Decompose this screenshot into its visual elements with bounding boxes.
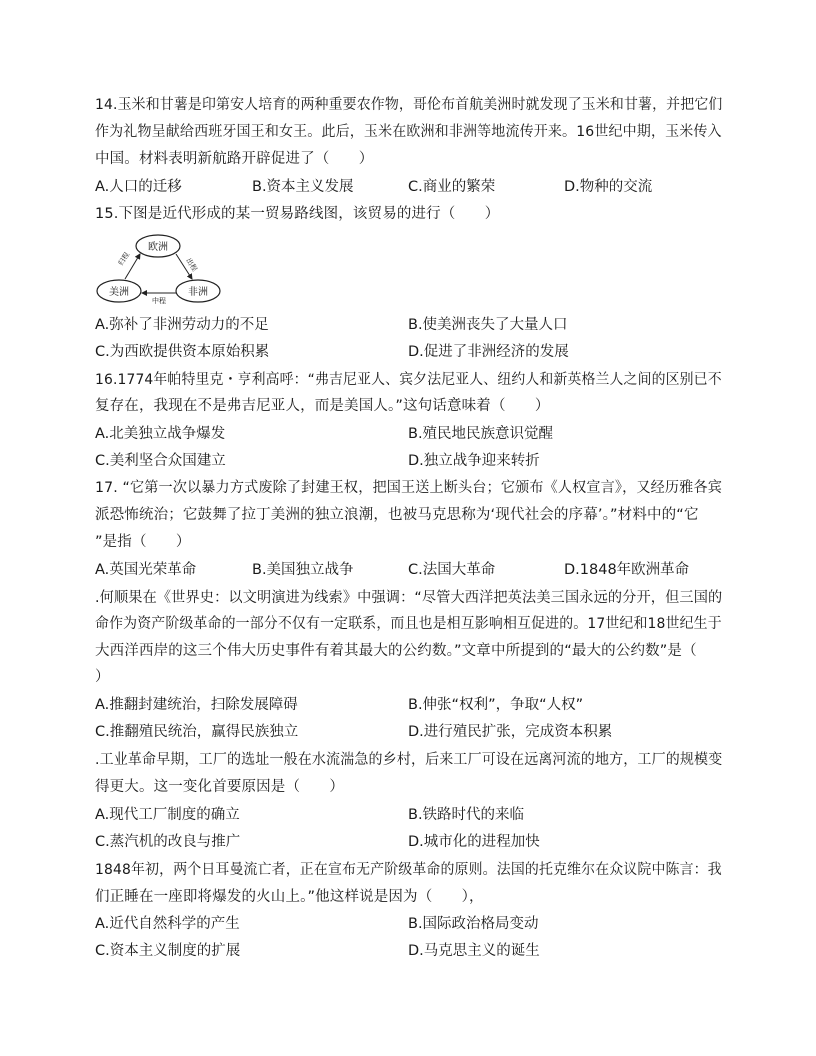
question-14-line-2: 作为礼物呈献给西班牙国王和女王。此后，玉米在欧洲和非洲等地流传开来。16世纪中期，玉米传入 [95,124,722,140]
question-17-line-3: ”是指（ ） [95,534,191,550]
question-18-line-2: 命作为资产阶级革命的一部分不仅有一定联系，而且也是相互影响相互促进的。17世纪和18世纪生于 [95,616,722,632]
q16-option-a: A.北美独立战争爆发 [95,426,226,442]
edge-return-label: 归程 [116,250,132,268]
q19-option-d: D.城市化的进程加快 [408,834,540,850]
q19-option-c: C.蒸汽机的改良与推广 [95,834,241,850]
edge-middle-label: 中程 [152,297,166,305]
q17-option-c: C.法国大革命 [408,562,496,578]
edge-outbound-label: 出程 [184,256,199,273]
q19-option-a: A.现代工厂制度的确立 [95,807,240,823]
q14-option-d: D.物种的交流 [564,179,653,195]
q16-option-b: B.殖民地民族意识觉醒 [408,426,554,442]
q18-option-c: C.推翻殖民统治，赢得民族独立 [95,724,299,740]
question-18-line-4: ） [95,669,110,685]
question-20-line-2: 们正睡在一座即将爆发的火山上。”他这样说是因为（ ）， [95,889,484,905]
question-17-line-2: 派恐怖统治；它鼓舞了拉丁美洲的独立浪潮，也被马克思称为‘现代社会的序幕’。”材料中的“它 [95,507,699,523]
q19-option-b: B.铁路时代的来临 [408,807,525,823]
q15-option-d: D.促进了非洲经济的发展 [408,344,569,360]
q17-option-d: D.1848年欧洲革命 [564,562,690,578]
question-14-line-1: 14.玉米和甘薯是印第安人培育的两种重要农作物，哥伦布首航美洲时就发现了玉米和甘薯，并把它们 [95,97,723,113]
q20-option-b: B.国际政治格局变动 [408,916,539,932]
node-america-label: 美洲 [109,287,129,298]
q14-option-a: A.人口的迁移 [95,179,182,195]
question-19-line-1: .工业革命早期，工厂的选址一般在水流湍急的乡村，后来工厂可设在远离河流的地方，工厂的规模变 [95,752,723,768]
question-18-line-3: 大西洋西岸的这三个伟大历史事件有着其最大的公约数。”文章中所提到的“最大的公约数”是（ [95,643,697,659]
node-africa-label: 非洲 [188,287,208,298]
q17-option-a: A.英国光荣革命 [95,562,197,578]
q14-option-c: C.商业的繁荣 [408,179,496,195]
q18-option-a: A.推翻封建统治，扫除发展障碍 [95,697,298,713]
q20-option-a: A.近代自然科学的产生 [95,916,240,932]
q16-option-d: D.独立战争迎来转折 [408,453,540,469]
question-19-line-2: 得更大。这一变化首要原因是（ ） [95,779,345,795]
question-16-line-2: 复存在，我现在不是弗吉尼亚人，而是美国人。”这句话意味着（ ） [95,398,550,414]
q15-option-c: C.为西欧提供资本原始积累 [95,344,270,360]
question-15-line-1: 15.下图是近代形成的某一贸易路线图，该贸易的进行（ ） [95,206,500,222]
q16-option-c: C.美利坚合众国建立 [95,453,226,469]
q20-option-c: C.资本主义制度的扩展 [95,943,241,959]
q14-option-b: B.资本主义发展 [252,179,354,195]
q20-option-d: D.马克思主义的诞生 [408,943,540,959]
q15-option-a: A.弥补了非洲劳动力的不足 [95,317,269,333]
trade-route-diagram [92,232,228,306]
question-16-line-1: 16.1774年帕特里克・亨利高呼：“弗吉尼亚人、宾夕法尼亚人、纽约人和新英格兰人之间的区别已不 [95,372,722,388]
question-20-line-1: 1848年初，两个日耳曼流亡者，正在宣布无产阶级革命的原则。法国的托克维尔在众议院中陈言：我 [95,862,722,878]
q15-option-b: B.使美洲丧失了大量人口 [408,317,568,333]
q17-option-b: B.美国独立战争 [252,562,354,578]
q18-option-b: B.伸张“权利”，争取“人权” [408,697,584,713]
node-europe-label: 欧洲 [148,242,168,253]
question-18-line-1: .何顺果在《世界史：以文明演进为线索》中强调：“尽管大西洋把英法美三国永远的分开，但三国的 [95,590,723,606]
question-14-line-3: 中国。材料表明新航路开辟促进了（ ） [95,151,374,167]
q18-option-d: D.进行殖民扩张，完成资本积累 [408,724,613,740]
question-17-line-1: 17. “它第一次以暴力方式废除了封建王权，把国王送上断头台；它颁布《人权宣言》，又经历雅各宾 [95,480,722,496]
